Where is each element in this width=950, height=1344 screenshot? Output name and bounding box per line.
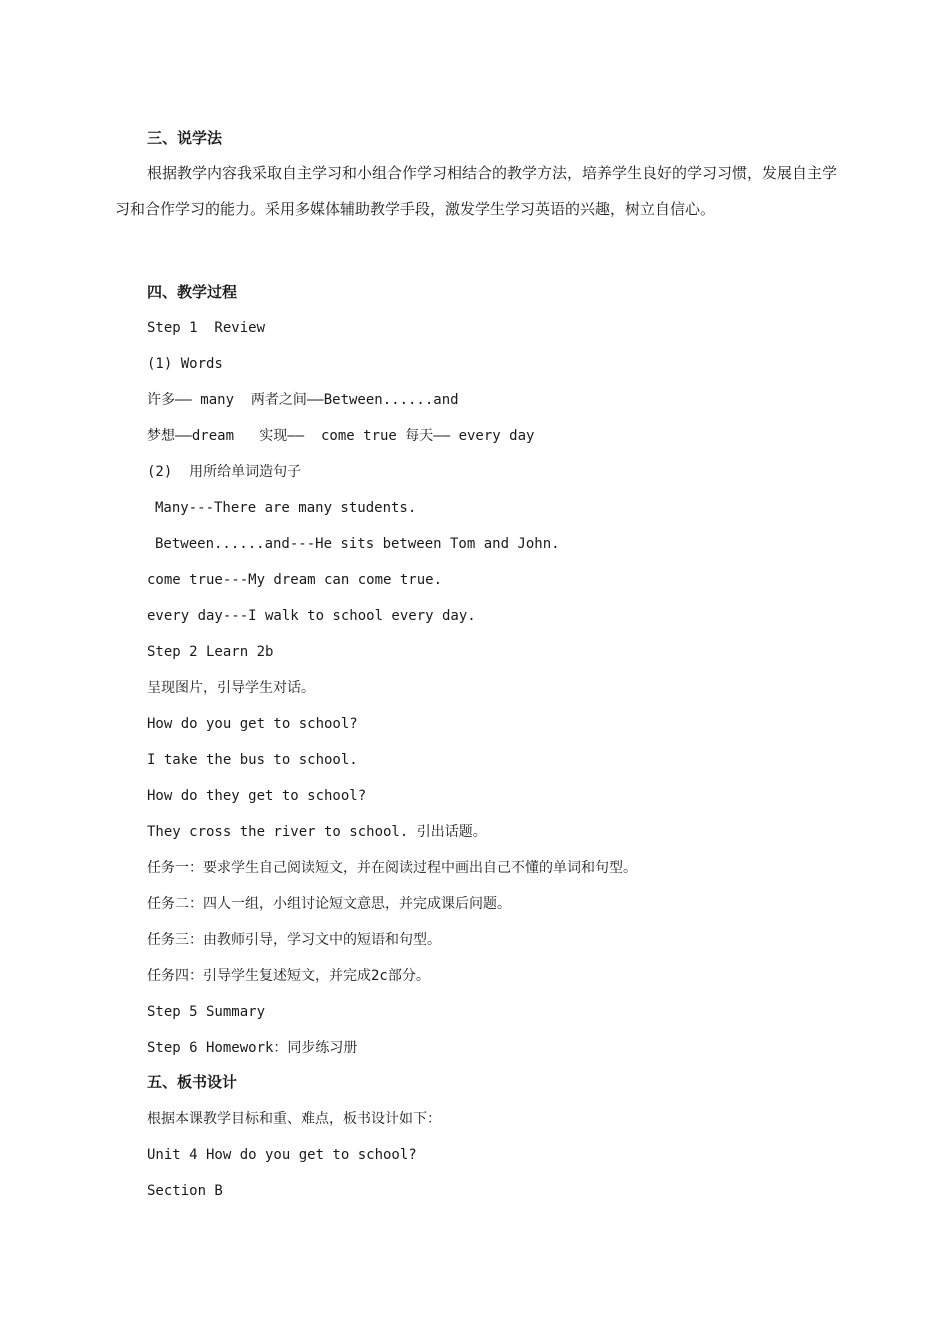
example-sentence-4: every day---I walk to school every day. bbox=[147, 608, 476, 624]
board-design-intro: 根据本课教学目标和重、难点，板书设计如下： bbox=[147, 1111, 441, 1127]
example-sentence-1: Many---There are many students. bbox=[155, 500, 417, 516]
vocab-line-1: 许多—— many 两者之间——Between......and bbox=[147, 392, 459, 408]
section-4-heading: 四、教学过程 bbox=[147, 283, 238, 301]
step-1-review: Step 1 Review bbox=[147, 320, 266, 336]
dialogue-line-3: How do they get to school? bbox=[147, 788, 367, 804]
example-sentence-2: Between......and---He sits between Tom and John. bbox=[155, 536, 560, 552]
task-4: 任务四：引导学生复述短文，并完成2c部分。 bbox=[147, 968, 430, 984]
dialogue-line-1: How do you get to school? bbox=[147, 716, 358, 732]
board-section-label: Section B bbox=[147, 1183, 223, 1199]
step-2-learn: Step 2 Learn 2b bbox=[147, 644, 274, 660]
step-5-summary: Step 5 Summary bbox=[147, 1004, 266, 1020]
present-pictures: 呈现图片，引导学生对话。 bbox=[147, 680, 315, 696]
example-sentence-3: come true---My dream can come true. bbox=[147, 572, 443, 588]
step-6-homework: Step 6 Homework：同步练习册 bbox=[147, 1040, 358, 1056]
board-unit-title: Unit 4 How do you get to school? bbox=[147, 1147, 417, 1163]
sentence-task-label: (2) 用所给单词造句子 bbox=[147, 464, 302, 480]
dialogue-line-4: They cross the river to school. 引出话题。 bbox=[147, 824, 487, 840]
section-5-heading: 五、板书设计 bbox=[147, 1073, 238, 1091]
dialogue-line-2: I take the bus to school. bbox=[147, 752, 358, 768]
task-2: 任务二：四人一组，小组讨论短文意思，并完成课后问题。 bbox=[147, 896, 511, 912]
section-3-paragraph: 根据教学内容我采取自主学习和小组合作学习相结合的教学方法，培养学生良好的学习习惯，发展自主学习和合作学习的能力。采用多媒体辅助教学手段，激发学生学习英语的兴趣，树立自信心。 bbox=[115, 164, 838, 218]
task-3: 任务三：由教师引导，学习文中的短语和句型。 bbox=[147, 932, 441, 948]
words-label: (1) Words bbox=[147, 356, 223, 372]
vocab-line-2: 梦想——dream 实现—— come true 每天—— every day bbox=[147, 428, 535, 444]
task-1: 任务一：要求学生自己阅读短文，并在阅读过程中画出自己不懂的单词和句型。 bbox=[147, 860, 637, 876]
section-3-heading: 三、说学法 bbox=[147, 129, 223, 147]
